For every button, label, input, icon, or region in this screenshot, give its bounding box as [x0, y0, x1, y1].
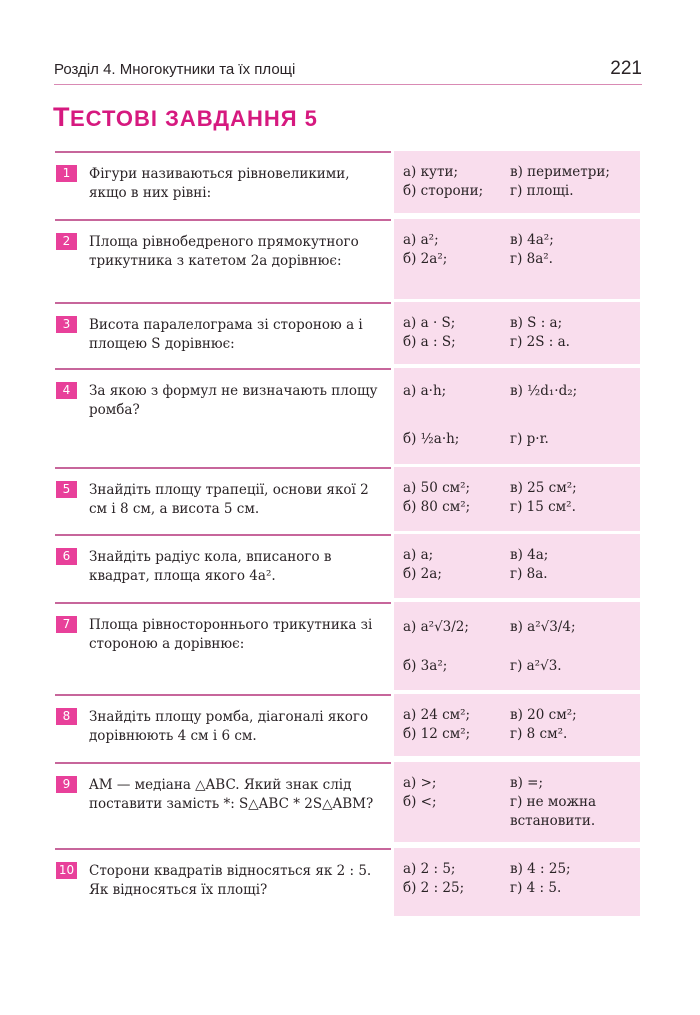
question-row: [55, 467, 640, 531]
options-cell: [394, 302, 640, 364]
option-b: б) 3a²;: [403, 658, 448, 674]
option-g: г) площі.: [510, 183, 574, 199]
question-row: [55, 151, 640, 213]
question-text: Знайдіть площу трапеції, основи якої 2 см і 8 см, а висота 5 см.: [89, 482, 369, 517]
question-text: Сторони квадратів відносяться як 2 : 5. Як відносяться їх площі?: [89, 863, 372, 898]
question-number: 6: [56, 548, 77, 565]
option-g: г) p·r.: [510, 431, 549, 447]
question-row: [55, 848, 640, 916]
page-number: 221: [610, 58, 642, 79]
question-cell: [55, 762, 391, 842]
option-b: б) сторони;: [403, 183, 484, 199]
option-v: в) ½d₁·d₂;: [510, 383, 578, 399]
option-a: а) 2 : 5;: [403, 861, 456, 877]
question-text: За якою з формул не визначають площу ромба?: [89, 383, 378, 418]
question-text: AM — медіана △ABC. Який знак слід поставити замість *: S△ABC * 2S△ABM?: [89, 777, 374, 812]
option-g: г) не можна встановити.: [510, 794, 597, 829]
question-cell: [55, 534, 391, 598]
question-text: Площа рівнобедреного прямокутного трикутника з катетом 2a дорівнює:: [89, 234, 359, 269]
question-row: [55, 368, 640, 464]
section-title: Розділ 4. Многокутники та їх площі: [54, 61, 296, 78]
question-text: Площа рівностороннього трикутника зі стороною a дорівнює:: [89, 617, 373, 652]
question-number: 9: [56, 776, 77, 793]
question-row: [55, 534, 640, 598]
question-number: 1: [56, 165, 77, 182]
option-a: а) a;: [403, 547, 434, 563]
question-number: 5: [56, 481, 77, 498]
option-v: в) S : a;: [510, 315, 563, 331]
option-a: а) >;: [403, 775, 437, 791]
option-a: а) кути;: [403, 164, 459, 180]
option-v: в) a²√3/4;: [510, 619, 576, 635]
question-cell: [55, 467, 391, 531]
page-header: [54, 58, 642, 85]
question-text: Знайдіть площу ромба, діагоналі якого дорівнюють 4 см і 6 см.: [89, 709, 369, 744]
option-a: а) a²;: [403, 232, 439, 248]
title-lead: Т: [53, 102, 70, 132]
question-number: 8: [56, 708, 77, 725]
question-text: Висота паралелограма зі стороною a і площею S дорівнює:: [89, 317, 363, 352]
question-number: 10: [56, 862, 77, 879]
options-cell: [394, 602, 640, 690]
options-cell: [394, 534, 640, 598]
question-cell: [55, 602, 391, 690]
option-g: г) 4 : 5.: [510, 880, 562, 896]
option-v: в) периметри;: [510, 164, 610, 180]
option-g: г) 2S : a.: [510, 334, 570, 350]
option-v: в) 20 см²;: [510, 707, 577, 723]
question-cell: [55, 368, 391, 464]
question-number: 7: [56, 616, 77, 633]
option-v: в) 4 : 25;: [510, 861, 571, 877]
question-cell: [55, 219, 391, 299]
question-cell: [55, 694, 391, 756]
option-b: б) <;: [403, 794, 437, 810]
question-cell: [55, 151, 391, 213]
question-number: 4: [56, 382, 77, 399]
option-b: б) 2a²;: [403, 251, 448, 267]
option-a: а) a · S;: [403, 315, 456, 331]
question-row: [55, 219, 640, 299]
option-g: г) 8 см².: [510, 726, 568, 742]
option-a: а) 24 см²;: [403, 707, 471, 723]
option-b: б) 2 : 25;: [403, 880, 465, 896]
option-g: г) a²√3.: [510, 658, 562, 674]
option-a: а) 50 см²;: [403, 480, 471, 496]
question-number: 2: [56, 233, 77, 250]
option-b: б) 2a;: [403, 566, 442, 582]
option-v: в) 4a²;: [510, 232, 554, 248]
option-b: б) a : S;: [403, 334, 456, 350]
options-cell: [394, 848, 640, 916]
options-cell: [394, 219, 640, 299]
option-a: а) a²√3/2;: [403, 619, 469, 635]
question-cell: [55, 302, 391, 364]
question-number: 3: [56, 316, 77, 333]
options-cell: [394, 762, 640, 842]
option-a: а) a·h;: [403, 383, 447, 399]
option-b: б) 80 см²;: [403, 499, 471, 515]
option-b: б) 12 см²;: [403, 726, 471, 742]
question-text: Фігури називаються рівновеликими, якщо в них рівні:: [89, 166, 350, 201]
question-cell: [55, 848, 391, 916]
option-v: в) =;: [510, 775, 544, 791]
options-cell: [394, 151, 640, 213]
question-row: [55, 762, 640, 842]
options-cell: [394, 694, 640, 756]
question-row: [55, 602, 640, 690]
question-row: [55, 694, 640, 756]
option-v: в) 4a;: [510, 547, 549, 563]
question-row: [55, 302, 640, 364]
page-title: [53, 102, 318, 133]
title-rest: ЕСТОВІ ЗАВДАННЯ 5: [70, 106, 318, 131]
option-g: г) 8a.: [510, 566, 548, 582]
options-cell: [394, 368, 640, 464]
question-text: Знайдіть радіус кола, вписаного в квадрат, площа якого 4a².: [89, 549, 332, 584]
option-b: б) ½a·h;: [403, 431, 460, 447]
option-g: г) 8a².: [510, 251, 553, 267]
option-g: г) 15 см².: [510, 499, 576, 515]
option-v: в) 25 см²;: [510, 480, 577, 496]
options-cell: [394, 467, 640, 531]
